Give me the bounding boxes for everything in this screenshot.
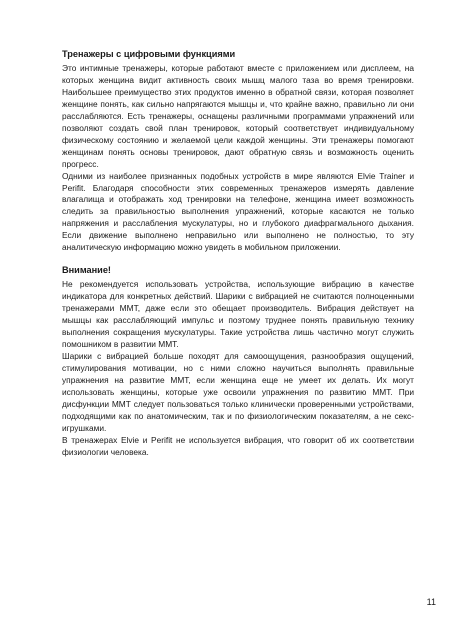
section-heading-digital-trainers: Тренажеры с цифровыми функциями: [62, 49, 236, 59]
page-content: [62, 48, 414, 459]
page-number: 11: [426, 597, 436, 607]
paragraph-vibration-warning: Не рекомендуется использовать устройства, использующие вибрацию в качестве индикатора для конкретных действий. Шарики с вибрацией не считаются полноценными тренажерами ММТ, даже если это обещает производитель. Вибрация действует на мышцы как расслабляющий импульс и поэтому труднее понять правильную технику выполнения сокращения мускулатуры. Такие устройства лишь частично могут служить помошником в развитии ММТ.: [62, 279, 414, 350]
paragraph-vibration-balls: Шарики с вибрацией больше походят для самоощущения, разнообразия ощущений, стимулирования мотивации, но с ними сложно научиться выполнять правильные упражнения на развитие ММТ, если женщина еще не умеет их делать. Их могут использовать женщины, которые уже освоили упражнения по развитию ММТ. При дисфункции ММТ следует пользоваться только клинически проверенными устройствами, подходящими как по анатомическим, так и по физиологическим показателям, а не секс-игрушками.: [62, 350, 414, 433]
section-gap: [62, 254, 414, 264]
paragraph-elvie-perifit: Одними из наиболее признанных подобных устройств в мире являются Elvie Trainer и Perifit. Благодаря способности этих современных тренажеров измерять давление влагалища и отображать ход тренировки на телефоне, женщина имеет возможность следить за правильностью выполнения упражнений, которые касаются не только напряжения и расслабления мускулатуры, но и глубокого диафрагмального дыхания. Если движение выполнено неправильно или выполнено не полностью, то эту аналитическую информацию можно увидеть в мобильном приложении.: [62, 170, 414, 253]
paragraph-no-vibration: В тренажерах Elvie и Perifit не используется вибрация, что говорит об их соответствии физиологии человека.: [62, 434, 414, 457]
paragraph-digital-trainers-intro: Это интимные тренажеры, которые работают вместе с приложением или дисплеем, на которых женщина видит активность своих мышц малого таза во время тренировки. Наибольшее преимущество этих продуктов именно в обратной связи, которая позволяет женщине понять, как сильно напрягаются мышцы и, что крайне важно, правильно ли они расслабляются. Есть тренажеры, оснащены различными программами упражнений или позволяют создать свой план тренировок, который соответствует индивидуальному физическому состоянию и желаемой цели каждой женщины. Эти тренажеры помогают женщинам понять основы тренировок, дают обратную связь и возможность оценить прогресс.: [62, 63, 414, 169]
section-heading-attention: Внимание!: [62, 265, 111, 276]
